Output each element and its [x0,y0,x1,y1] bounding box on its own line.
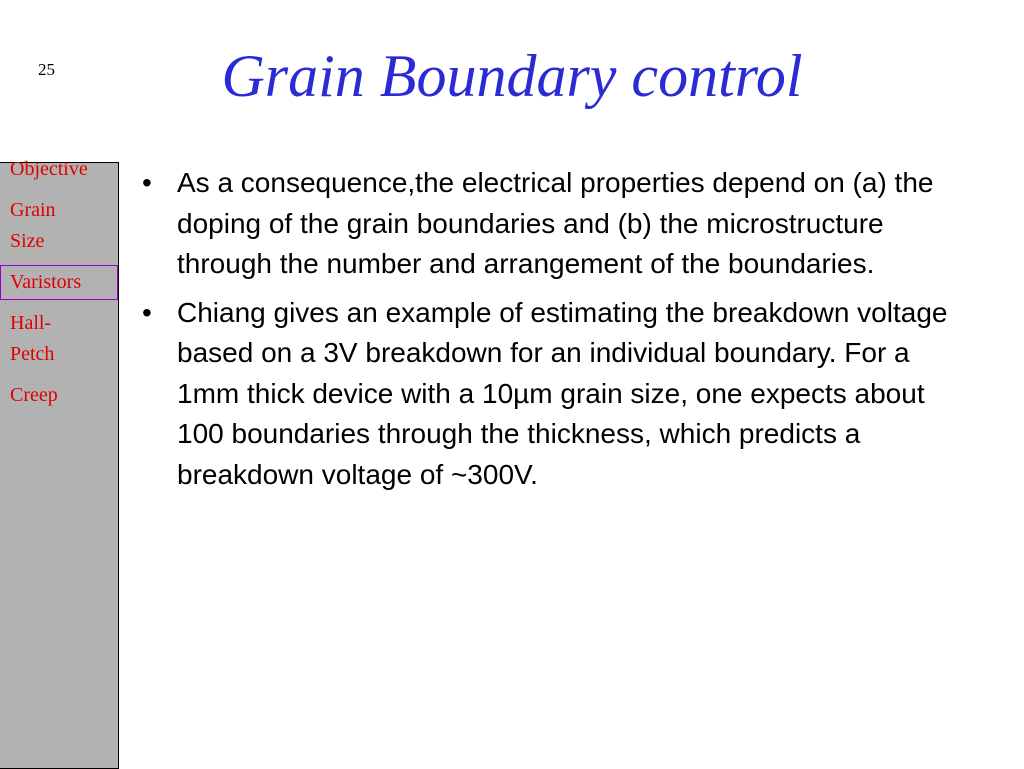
bullet-text: As a consequence,the electrical properties depend on (a) the doping of the grain boundaries and (b) the microstructure through the number and arrangement of the boundaries. [177,167,934,279]
bullet-list [142,163,962,503]
bullet-icon: • [142,296,152,328]
bullet-text: Chiang gives an example of estimating the breakdown voltage based on a 3V breakdown for an individual boundary. For a 1mm thick device with a 10µm grain size, one expects about 100 boundaries through the thickness, which predicts a breakdown voltage of ~300V. [177,296,948,490]
sidebar-nav [0,152,118,419]
slide-number: 25 [38,60,55,79]
sidebar-item-label: Objective [10,158,88,180]
bullet-icon: • [142,167,152,198]
sidebar-item-grain-size[interactable] [0,193,90,259]
slide-title: Grain Boundary control [221,43,803,109]
sidebar-item-label: Varistors [10,271,82,293]
sidebar-item-varistors[interactable] [0,265,118,300]
sidebar-item-label: Grain Size [10,199,56,252]
sidebar-item-label: Creep [10,384,58,406]
bullet-item [142,163,962,285]
sidebar-item-hall-petch[interactable] [0,306,80,372]
sidebar-item-label: Hall-Petch [10,312,55,365]
sidebar-item-objective[interactable] [0,152,118,187]
sidebar-item-creep[interactable] [0,378,118,413]
bullet-item [142,293,962,496]
